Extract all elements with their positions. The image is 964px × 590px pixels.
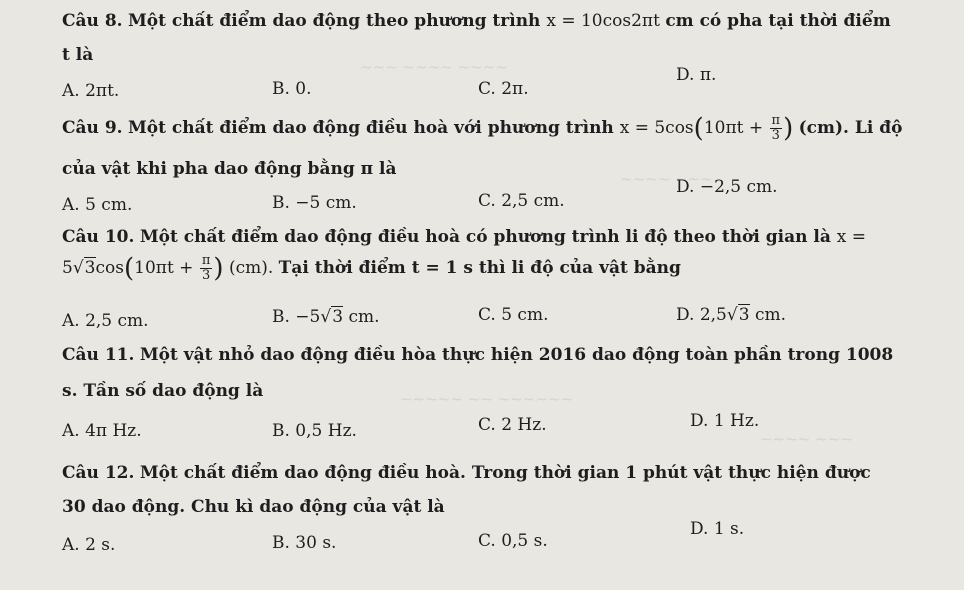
question-10-equation: 5√3cos(10πt + $\frac{\pi}{3}$ ) (cm). bbox=[62, 253, 274, 284]
show-through-text: ~~~~~ ~~ ~~~~~~ bbox=[400, 390, 573, 408]
question-8-option-d[interactable]: D. π. bbox=[676, 65, 717, 85]
question-11-option-a[interactable]: A. 4π Hz. bbox=[62, 421, 142, 441]
question-11-label: Câu 11. bbox=[62, 345, 135, 365]
question-11-option-d[interactable]: D. 1 Hz. bbox=[690, 411, 760, 431]
question-10-line2 bbox=[62, 246, 681, 290]
question-10-text: Một chất điểm dao động điều hoà có phương trình li độ theo thời gian là bbox=[139, 227, 837, 247]
question-8-line1 bbox=[62, 10, 891, 32]
question-10-option-c[interactable]: C. 5 cm. bbox=[478, 305, 549, 325]
question-10-line1 bbox=[62, 226, 866, 248]
question-9-option-a[interactable]: A. 5 cm. bbox=[62, 195, 133, 215]
question-8-option-c[interactable]: C. 2π. bbox=[478, 79, 529, 99]
question-12-text: Một chất điểm dao động điều hoà. Trong thời gian 1 phút vật thực hiện được bbox=[139, 463, 871, 483]
question-9-option-d[interactable]: D. −2,5 cm. bbox=[676, 177, 778, 197]
question-12-line1 bbox=[62, 462, 871, 484]
question-11-line1 bbox=[62, 344, 893, 366]
question-8-option-a[interactable]: A. 2πt. bbox=[62, 81, 120, 101]
show-through-text: ~~~~ ~~~ bbox=[620, 170, 713, 188]
question-9-line2: của vật khi pha dao động bằng π là bbox=[62, 159, 397, 179]
question-10-x-equals: x = bbox=[836, 227, 867, 247]
question-8-option-b[interactable]: B. 0. bbox=[272, 79, 312, 99]
question-10-text-after: Tại thời điểm t = 1 s thì li độ của vật bằng bbox=[278, 258, 681, 278]
question-12-option-d[interactable]: D. 1 s. bbox=[690, 519, 745, 539]
question-9-label: Câu 9. bbox=[62, 118, 123, 138]
question-10-option-d[interactable]: D. 2,5√3 cm. bbox=[676, 305, 786, 325]
question-8-label: Câu 8. bbox=[62, 11, 123, 31]
question-12-label: Câu 12. bbox=[62, 463, 135, 483]
question-12-option-a[interactable]: A. 2 s. bbox=[62, 535, 116, 555]
question-8-equation: x = 10cos2πt bbox=[546, 11, 660, 31]
question-12-option-c[interactable]: C. 0,5 s. bbox=[478, 531, 548, 551]
question-9-equation: x = 5cos(10πt + $\frac{\pi}{3}$ ) bbox=[619, 113, 794, 144]
show-through-text: ~~~ ~~~~ ~~~~ bbox=[360, 58, 508, 76]
question-11-option-c[interactable]: C. 2 Hz. bbox=[478, 415, 547, 435]
question-9-option-b[interactable]: B. −5 cm. bbox=[272, 193, 357, 213]
question-11-option-b[interactable]: B. 0,5 Hz. bbox=[272, 421, 357, 441]
show-through-text: ~~~~ ~~~ bbox=[760, 430, 853, 448]
question-8-text: Một chất điểm dao động theo phương trình bbox=[127, 11, 547, 31]
question-9-option-c[interactable]: C. 2,5 cm. bbox=[478, 191, 565, 211]
question-10-option-a[interactable]: A. 2,5 cm. bbox=[62, 311, 149, 331]
question-10-option-b[interactable]: B. −5√3 cm. bbox=[272, 307, 380, 327]
question-8-text-after: cm có pha tại thời điểm bbox=[665, 11, 891, 31]
question-9-text: Một chất điểm dao động điều hoà với phương trình bbox=[127, 118, 620, 138]
question-10-label: Câu 10. bbox=[62, 227, 135, 247]
question-9-text-after: (cm). Li độ bbox=[798, 118, 903, 138]
question-12-line2: 30 dao động. Chu kì dao động của vật là bbox=[62, 497, 445, 517]
question-12-option-b[interactable]: B. 30 s. bbox=[272, 533, 337, 553]
question-11-line2: s. Tần số dao động là bbox=[62, 381, 264, 401]
question-8-line2: t là bbox=[62, 45, 94, 65]
question-11-text: Một vật nhỏ dao động điều hòa thực hiện 2016 dao động toàn phần trong 1008 bbox=[139, 345, 894, 365]
question-9-line1 bbox=[62, 108, 902, 148]
